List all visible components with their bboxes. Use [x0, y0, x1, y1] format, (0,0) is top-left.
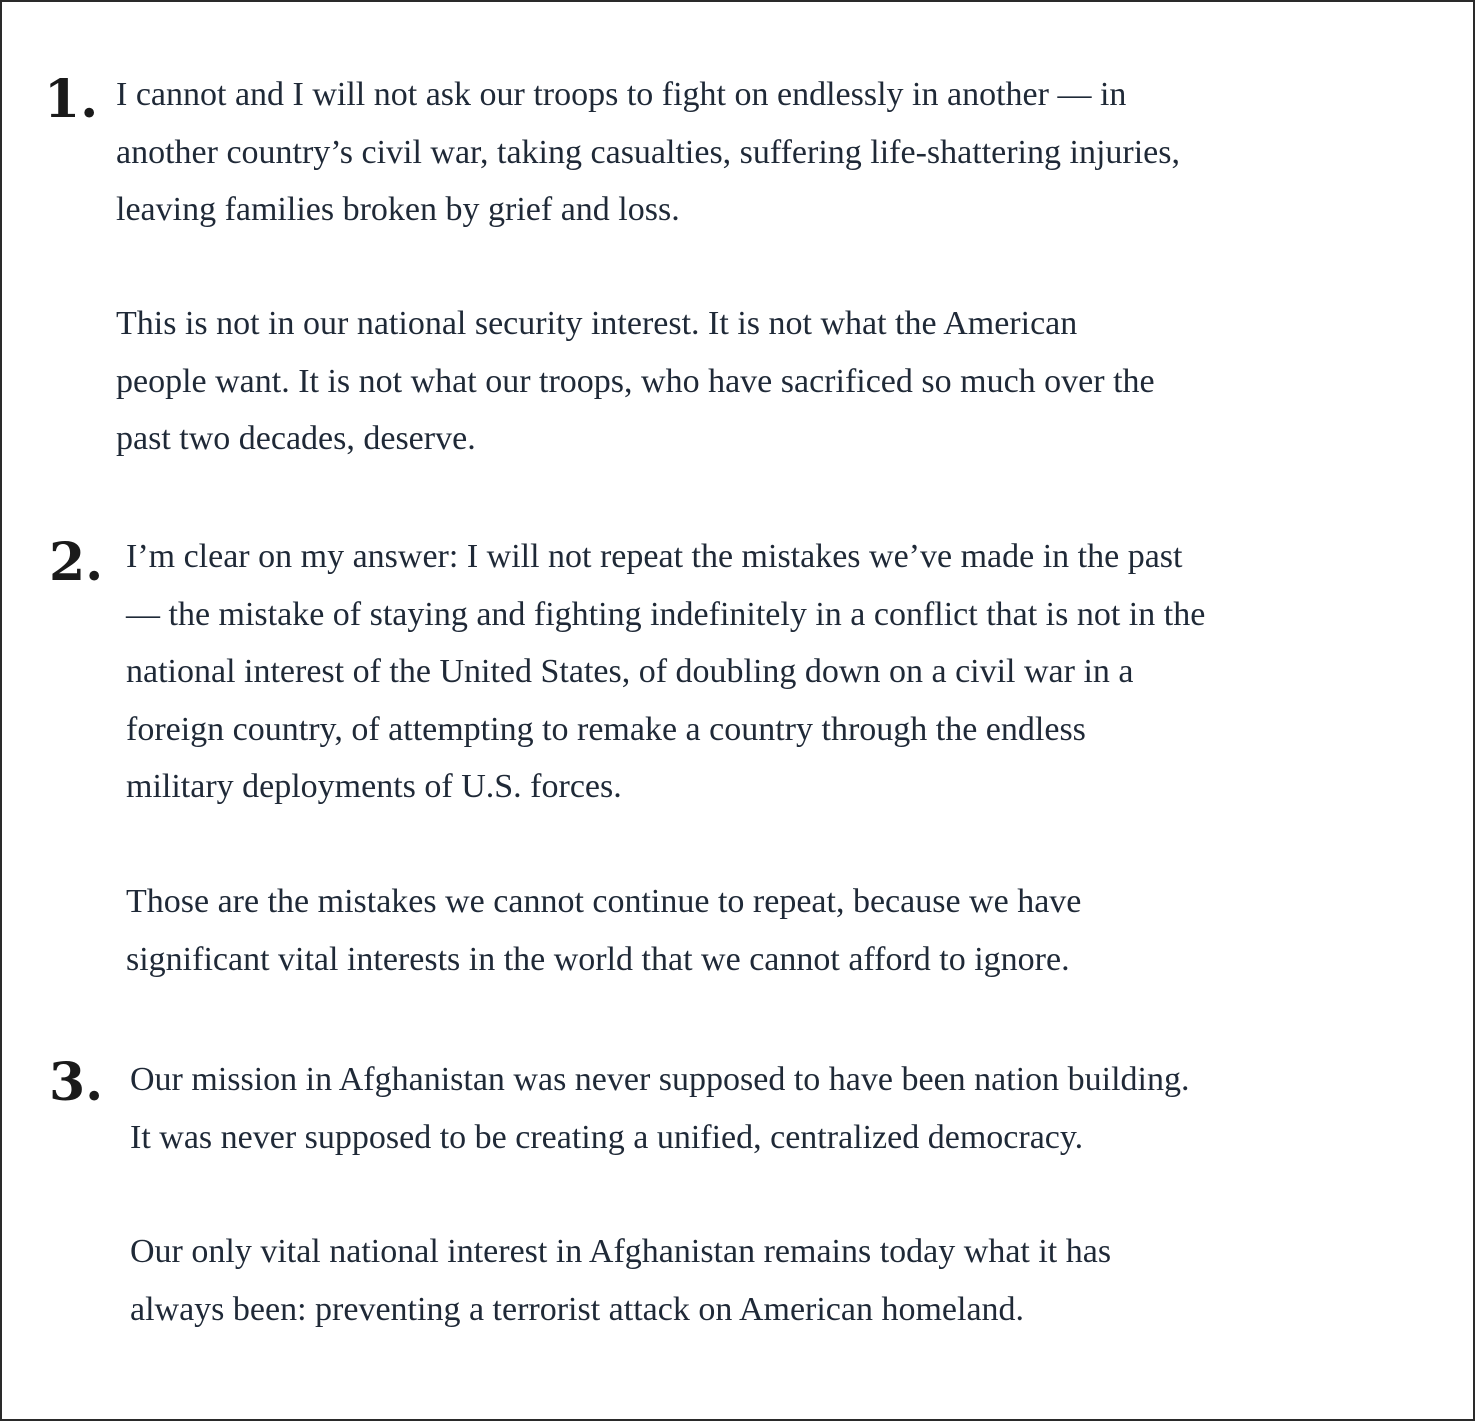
text-line: Our only vital national interest in Afghanistan remains today what it has	[130, 1233, 1112, 1270]
point-3-paragraph-2	[130, 1223, 1111, 1338]
point-2-number: 2.	[49, 532, 104, 593]
text-line: military deployments of U.S. forces.	[126, 768, 622, 805]
text-line: — the mistake of staying and fighting indefinitely in a conflict that is not in the	[126, 595, 1206, 633]
text-line: foreign country, of attempting to remake a country through the endless	[126, 710, 1086, 748]
text-line: It was never supposed to be creating a unified, centralized democracy.	[130, 1118, 1084, 1156]
point-1-paragraph-1	[116, 66, 1180, 239]
text-line: I cannot and I will not ask our troops to fight on endlessly in another — in	[116, 76, 1127, 113]
point-3-number: 3.	[49, 1052, 104, 1113]
point-3-paragraph-1	[130, 1051, 1190, 1166]
point-1-paragraph-2	[116, 295, 1155, 468]
text-line: Those are the mistakes we cannot continue to repeat, because we have	[126, 883, 1082, 920]
point-1-number: 1.	[44, 69, 99, 130]
text-line: past two decades, deserve.	[116, 420, 476, 457]
text-line: another country’s civil war, taking casualties, suffering life-shattering injuries,	[116, 133, 1180, 171]
text-line: significant vital interests in the world that we cannot afford to ignore.	[126, 940, 1070, 978]
text-line: This is not in our national security interest. It is not what the American	[116, 305, 1078, 342]
text-line: leaving families broken by grief and loss.	[116, 191, 680, 228]
text-line: I’m clear on my answer: I will not repeat the mistakes we’ve made in the past	[126, 538, 1183, 575]
text-line: Our mission in Afghanistan was never supposed to have been nation building.	[130, 1061, 1190, 1098]
text-line: national interest of the United States, of doubling down on a civil war in a	[126, 653, 1134, 690]
text-line: people want. It is not what our troops, who have sacrificed so much over the	[116, 362, 1155, 400]
text-line: always been: preventing a terrorist attack on American homeland.	[130, 1290, 1025, 1328]
point-2-paragraph-1	[126, 528, 1205, 816]
point-2-paragraph-2	[126, 873, 1081, 988]
